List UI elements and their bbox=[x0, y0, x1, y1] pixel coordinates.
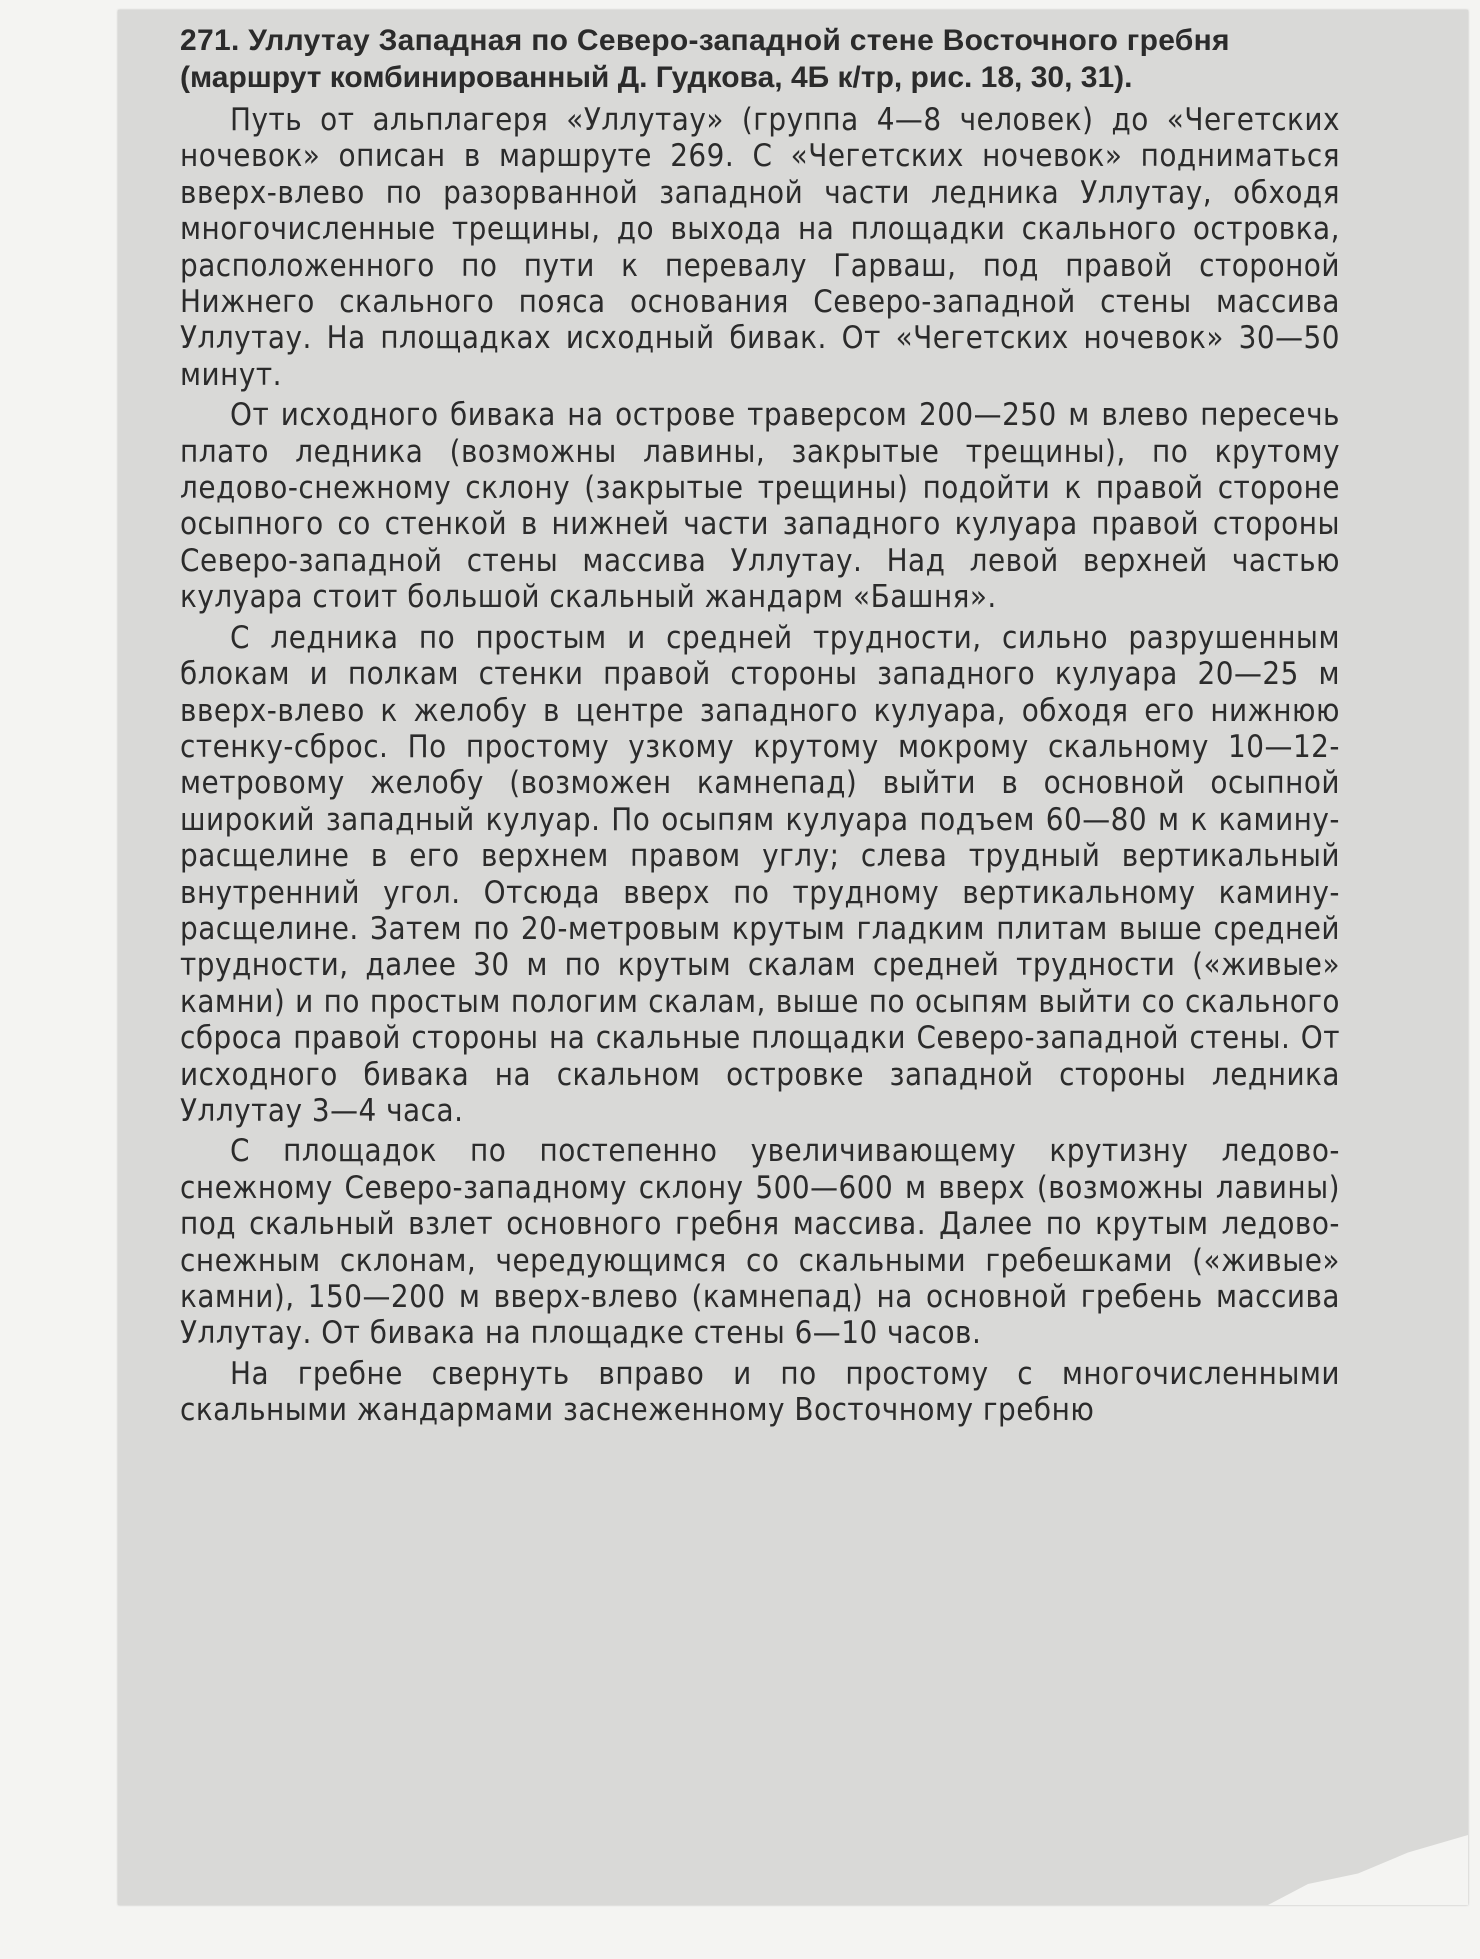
paragraph-couloir: С ледника по простым и средней трудности, сильно разрушенным блокам и полкам стенки правой стороны западного кулуара 20—25 м вверх-влево к желобу в центре западного кулуара, обходя его нижнюю стенку-сброс. По простому узкому крутому мокрому скальному 10—12-метровому желобу (возможен камнепад) выйти в основной осыпной широкий западный кулуар. По осыпям кулуара подъем 60—80 м к камину-расщелине в его верхнем правом углу; слева трудный вертикальный внутренний угол. Отсюда вверх по трудному вертикальному камину-расщелине. Затем по 20-метровым крутым гладким плитам выше средней трудности, далее 30 м по крутым скалам средней трудности («живые» камни) и по простым пологим скалам, выше по осыпям выйти со скального сброса правой стороны на скальные площадки Северо-западной стены. От исходного бивака на скальном островке западной стороны ледника Уллутау 3—4 часа. bbox=[180, 619, 1340, 1129]
route-title: 271. Уллутау Западная по Северо-западной стене Восточного гребня bbox=[180, 24, 1230, 57]
paragraph-slope: С площадок по постепенно увеличивающему крутизну ледово-снежному Северо-западному склону 500—600 м вверх (возможны лавины) под скальный взлет основного гребня массива. Далее по крутым ледово-снежным склонам, чередующимся со скальными гребешками («живые» камни), 150—200 м вверх-влево (камнепад) на основной гребень массива Уллутау. От бивака на площадке стены 6—10 часов. bbox=[180, 1133, 1340, 1352]
paragraph-approach: Путь от альплагеря «Уллутау» (группа 4—8 человек) до «Чегетских ночевок» описан в маршруте 269. С «Чегетских ночевок» подниматься вверх-влево по разорванной западной части ледника Уллутау, обходя многочисленные трещины, до выхода на площадки скального островка, расположенного по пути к перевалу Гарваш, под правой стороной Нижнего скального пояса основания Северо-западной стены массива Уллутау. На площадках исходный бивак. От «Чегетских ночевок» 30—50 минут. bbox=[180, 102, 1340, 393]
paragraph-ridge: На гребне свернуть вправо и по простому с многочисленными скальными жандармами заснеженному Восточному гребню bbox=[180, 1355, 1340, 1429]
document-body bbox=[180, 22, 1340, 1429]
route-subtitle: (маршрут комбинированный Д. Гудкова, 4Б к/тр, рис. 18, 30, 31). bbox=[180, 61, 1133, 94]
paragraph-traverse: От исходного бивака на острове траверсом 200—250 м влево пересечь плато ледника (возможны лавины, закрытые трещины), по крутому ледово-снежному склону (закрытые трещины) подойти к правой стороне осыпного со стенкой в нижней части западного кулуара правой стороны Северо-западной стены массива Уллутау. Над левой верхней частью кулуара стоит большой скальный жандарм «Башня». bbox=[180, 397, 1340, 616]
